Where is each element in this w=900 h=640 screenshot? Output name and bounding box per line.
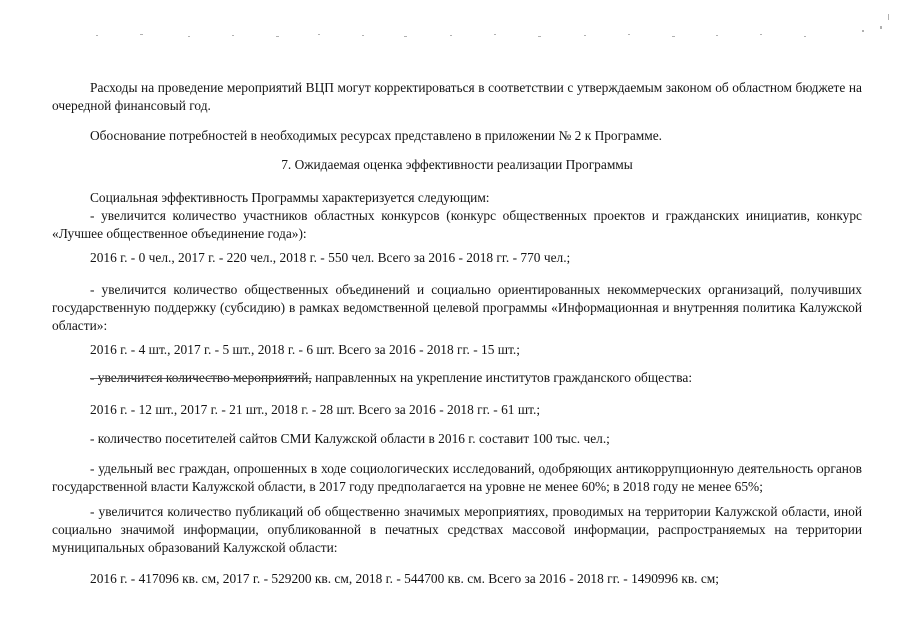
paragraph-justification: Обоснование потребностей в необходимых ресурсах представлено в приложении № 2 к Программе. (90, 128, 662, 143)
item-organizations: - увеличится количество общественных объединений и социально ориентированных некоммерческих организаций, получивших государственную поддержку (субсидию) в рамках ведомственной целевой программы «Информационная и внутренняя политика Калужской области»: (52, 282, 862, 333)
values-events: 2016 г. - 12 шт., 2017 г. - 21 шт., 2018 г. - 28 шт. Всего за 2016 - 2018 гг. - 61 шт.; (90, 402, 541, 417)
item-contests: - увеличится количество участников областных конкурсов (конкурс общественных проектов и гражданских инициатив, конкурс «Лучшее общественное объединение года»): (52, 208, 862, 241)
item-visitors: - количество посетителей сайтов СМИ Калужской области в 2016 г. составит 100 тыс. чел.; (90, 431, 610, 446)
item-events-struck-text: - увеличится количество мероприятий, (90, 370, 312, 385)
item-events-rest-text: направленных на укрепление институтов гражданского общества: (311, 370, 693, 385)
social-intro: Социальная эффективность Программы характеризуется следующим: (90, 190, 490, 205)
item-events (52, 369, 862, 387)
item-publications: - увеличится количество публикаций об общественно значимых мероприятиях, проводимых на территории Калужской области, иной социально значимой информации, опубликованной в печатных средствах массовой информации, распространяемых на территории муниципальных образований Калужской области: (52, 504, 862, 555)
document-page (52, 0, 862, 640)
values-contests: 2016 г. - 0 чел., 2017 г. - 220 чел., 2018 г. - 550 чел. Всего за 2016 - 2018 гг. - 770 чел.; (90, 250, 571, 265)
section-title: 7. Ожидаемая оценка эффективности реализации Программы (281, 157, 633, 172)
item-survey: - удельный вес граждан, опрошенных в ходе социологических исследований, одобряющих антикоррупционную деятельность органов государственной власти Калужской области, в 2017 году предполагается на уровне не менее 60%; в 2018 году не менее 65%; (52, 461, 862, 494)
paragraph-costs: Расходы на проведение мероприятий ВЦП могут корректироваться в соответствии с утверждаемым законом об областном бюджете на очередной финансовый год. (52, 80, 862, 113)
values-organizations: 2016 г. - 4 шт., 2017 г. - 5 шт., 2018 г. - 6 шт. Всего за 2016 - 2018 гг. - 15 шт.; (90, 342, 520, 357)
values-publications: 2016 г. - 417096 кв. см, 2017 г. - 529200 кв. см, 2018 г. - 544700 кв. см. Всего за 2016 - 2018 гг. - 1490996 кв. см; (90, 571, 719, 586)
